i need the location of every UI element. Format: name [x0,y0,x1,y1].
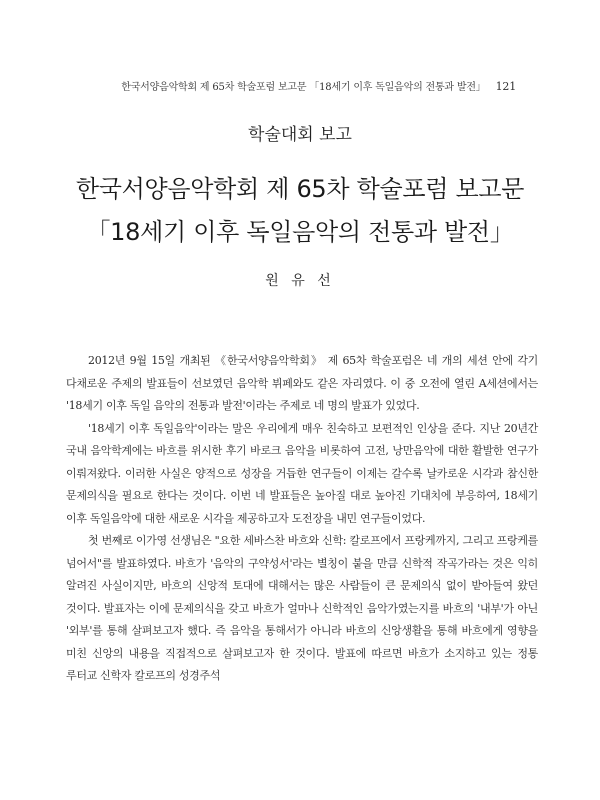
running-header [121,78,516,93]
paragraph: 2012년 9월 15일 개최된 《한국서양음악학회》 제 65차 학술포럼은 네 개의 세션 안에 각기 다채로운 주제의 발표들이 선보였던 음악학 뷔페와도 같은 자리였다. 이 중 오전에 열린 A세션에서는 '18세기 이후 독일 음악의 전통과 발전'이라는 주제로 네 명의 발표가 있었다. [66,354,538,412]
author-name: 원 유 선 [265,273,335,289]
section-label: 학술대회 보고 [248,125,352,145]
running-header-title: 한국서양음악학회 제 65차 학술포럼 보고문 「18세기 이후 독일음악의 전통과 발전」 [121,82,486,93]
article-title-line-1: 한국서양음악학회 제 65차 학술포럼 보고문 [75,175,525,203]
paragraph: 첫 번째로 이가영 선생님은 "요한 세바스찬 바흐와 신학: 칼로프에서 프랑케까지, 그리고 프랑케를 넘어서"를 발표하였다. 바흐가 '음악의 구약성서'라는 별칭이 붙을 만큼 신학적 작곡가라는 것은 익히 알려진 사실이지만, 바흐의 신앙적 토대에 대해서는 많은 사람들이 큰 문제의식 없이 받아들여 왔던 것이다. 발표자는 이에 문제의식을 갖고 바흐가 얼마나 신학적인 음악가였는지를 바흐의 '내부'가 아닌 '외부'를 통해 살펴보고자 했다. 즉 음악을 통해서가 아니라 바흐의 신앙생활을 통해 바흐에게 영향을 미친 신앙의 내용을 직접적으로 살펴보고자 한 것이다. 발표에 따르면 바흐가 소지하고 있는 정통 루터교 신학자 칼로프의 성경주석 [66,534,538,682]
article-title-line-2: 「18세기 이후 독일음악의 전통과 발전」 [86,218,514,246]
article-title [0,168,600,254]
body-text [66,350,538,688]
page-number: 121 [495,80,516,93]
paragraph: '18세기 이후 독일음악'이라는 말은 우리에게 매우 친숙하고 보편적인 인상을 준다. 지난 20년간 국내 음악학계에는 바흐를 위시한 후기 바로크 음악을 비롯하여 고전, 낭만음악에 대한 활발한 연구가 이뤄져왔다. 이러한 사실은 양적으로 성장을 거듭한 연구들이 이제는 갈수록 날카로운 시각과 참신한 문제의식을 필요로 한다는 것이다. 이번 네 발표들은 높아질 대로 높아진 기대치에 부응하여, 18세기 이후 독일음악에 대한 새로운 시각을 제공하고자 도전장을 내민 연구들이었다. [66,421,538,525]
